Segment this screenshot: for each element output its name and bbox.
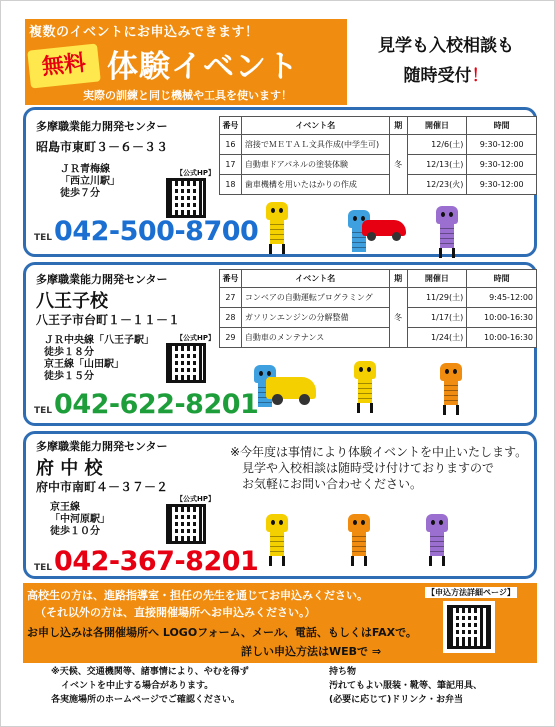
tel-number[interactable]: TEL042-500-8700: [34, 216, 259, 247]
yellow-truck-icon: [266, 377, 316, 399]
qr-code-icon[interactable]: [166, 343, 206, 383]
header-banner: [25, 19, 347, 105]
table-row: 28 ガソリンエンジンの分解整備 1/17(土) 10:00-16:30: [220, 308, 537, 328]
section-address: 八王子市台町１－１１－１: [36, 313, 181, 327]
application-line-3: お申し込みは各開催場所へ LOGOフォーム、メール、電話、もしくはFAXで。: [27, 626, 417, 639]
table-row: 18 歯車機構を用いたはかりの作成 12/23(火) 9:30-12:00: [220, 175, 537, 195]
qr-code-icon[interactable]: [166, 178, 206, 218]
red-car-icon: [362, 220, 406, 236]
event-table: 番号 イベント名 期 開催日 時間 27 コンベアの自動運転プログラミング 冬 11/29(土) 9:45-12:00 28 ガソリンエンジンの分解整備 1/17(土) 10:00-16:30 29 自動車のメンテナンス 1/24(土) 10:00-16:30: [219, 269, 537, 348]
section-hachioji: [23, 262, 537, 426]
header-right-message: [351, 31, 541, 91]
section-access: ＪＲ青梅線 「西立川駅」 徒歩７分: [60, 164, 120, 199]
section-name: 府 中 校: [36, 458, 103, 479]
qr-label: 【公式HP】: [176, 495, 215, 503]
section-org: 多摩職業能力開発センター: [36, 440, 168, 453]
table-row: 27 コンベアの自動運転プログラミング 冬 11/29(土) 9:45-12:00: [220, 288, 537, 308]
qr-label: 【公式HP】: [176, 334, 215, 342]
table-row: 17 自動車ドアパネルの塗装体験 12/13(土) 9:30-12:00: [220, 155, 537, 175]
qr-label: 【公式HP】: [176, 169, 215, 177]
header-right-line1: 見学も入校相談も: [378, 36, 514, 56]
section-fuchu: [23, 431, 537, 579]
application-info-band: [23, 583, 537, 663]
method-page-label: 【申込方法詳細ページ】: [427, 588, 515, 597]
footer-notes: ※天候、交通機関等、諸事情により、やむを得ず イベントを中止する場合があります。 各実施場所のホームページでご確認ください。: [51, 667, 249, 705]
section-address: 府中市南町４－３７－２: [36, 480, 169, 494]
page-title: 体験イベント: [107, 49, 299, 85]
event-table: 番号 イベント名 期 開催日 時間 16 溶接でＭＥＴＡＬ文具作成(中学生可) 冬 12/6(土) 9:30-12:00 17 自動車ドアパネルの塗装体験 12/13(土) 9:30-12:00 18 歯車機構を用いたはかりの作成 12/23(火) 9:30-12:00: [219, 116, 537, 195]
application-line-4[interactable]: 詳しい申込方法はWEBで ⇒: [241, 645, 382, 658]
section-access: ＪＲ中央線「八王子駅」 徒歩１８分 京王線「山田駅」 徒歩１５分: [44, 335, 154, 382]
mascot-character: [348, 514, 370, 566]
footer-belongings: 持ち物 汚れてもよい服装・靴等、筆記用具、 (必要に応じて)ドリンク・お弁当: [329, 667, 483, 705]
section-address: 昭島市東町３－６－３３: [36, 140, 169, 154]
application-line-2: （それ以外の方は、直接開催場所へお申込みください。）: [35, 606, 316, 619]
section-org: 多摩職業能力開発センター: [36, 120, 168, 133]
mascot-character: [266, 202, 288, 254]
section-access: 京王線 「中河原駅」 徒歩１０分: [50, 502, 110, 537]
qr-code-icon[interactable]: [166, 504, 206, 544]
qr-code-icon[interactable]: [447, 605, 491, 649]
tel-number[interactable]: TEL042-367-8201: [34, 546, 259, 577]
mascot-character: [426, 514, 448, 566]
header-right-line2: 随時受付！: [403, 66, 489, 86]
free-badge: 無料: [27, 43, 101, 88]
section-org: 多摩職業能力開発センター: [36, 273, 168, 286]
header-top-line: 複数のイベントにお申込みできます！: [29, 25, 259, 40]
table-row: 29 自動車のメンテナンス 1/24(土) 10:00-16:30: [220, 328, 537, 348]
header-subline: 実際の訓練と同じ機械や工具を使います！: [83, 89, 292, 102]
notice-text: ※今年度は事情により体験イベントを中止いたします。 見学や入校相談は随時受け付けておりますので お気軽にお問い合わせください。: [230, 445, 528, 491]
section-name: 八王子校: [36, 291, 108, 312]
mascot-character: [440, 363, 462, 415]
table-row: 16 溶接でＭＥＴＡＬ文具作成(中学生可) 冬 12/6(土) 9:30-12:00: [220, 135, 537, 155]
section-akishima: [23, 107, 537, 257]
mascot-character: [266, 514, 288, 566]
tel-number[interactable]: TEL042-622-8201: [34, 389, 259, 420]
application-line-1: 高校生の方は、進路指導室・担任の先生を通じてお申込みください。: [27, 589, 368, 602]
mascot-character: [354, 361, 376, 413]
mascot-character: [436, 206, 458, 258]
method-qr-box[interactable]: [443, 601, 495, 653]
